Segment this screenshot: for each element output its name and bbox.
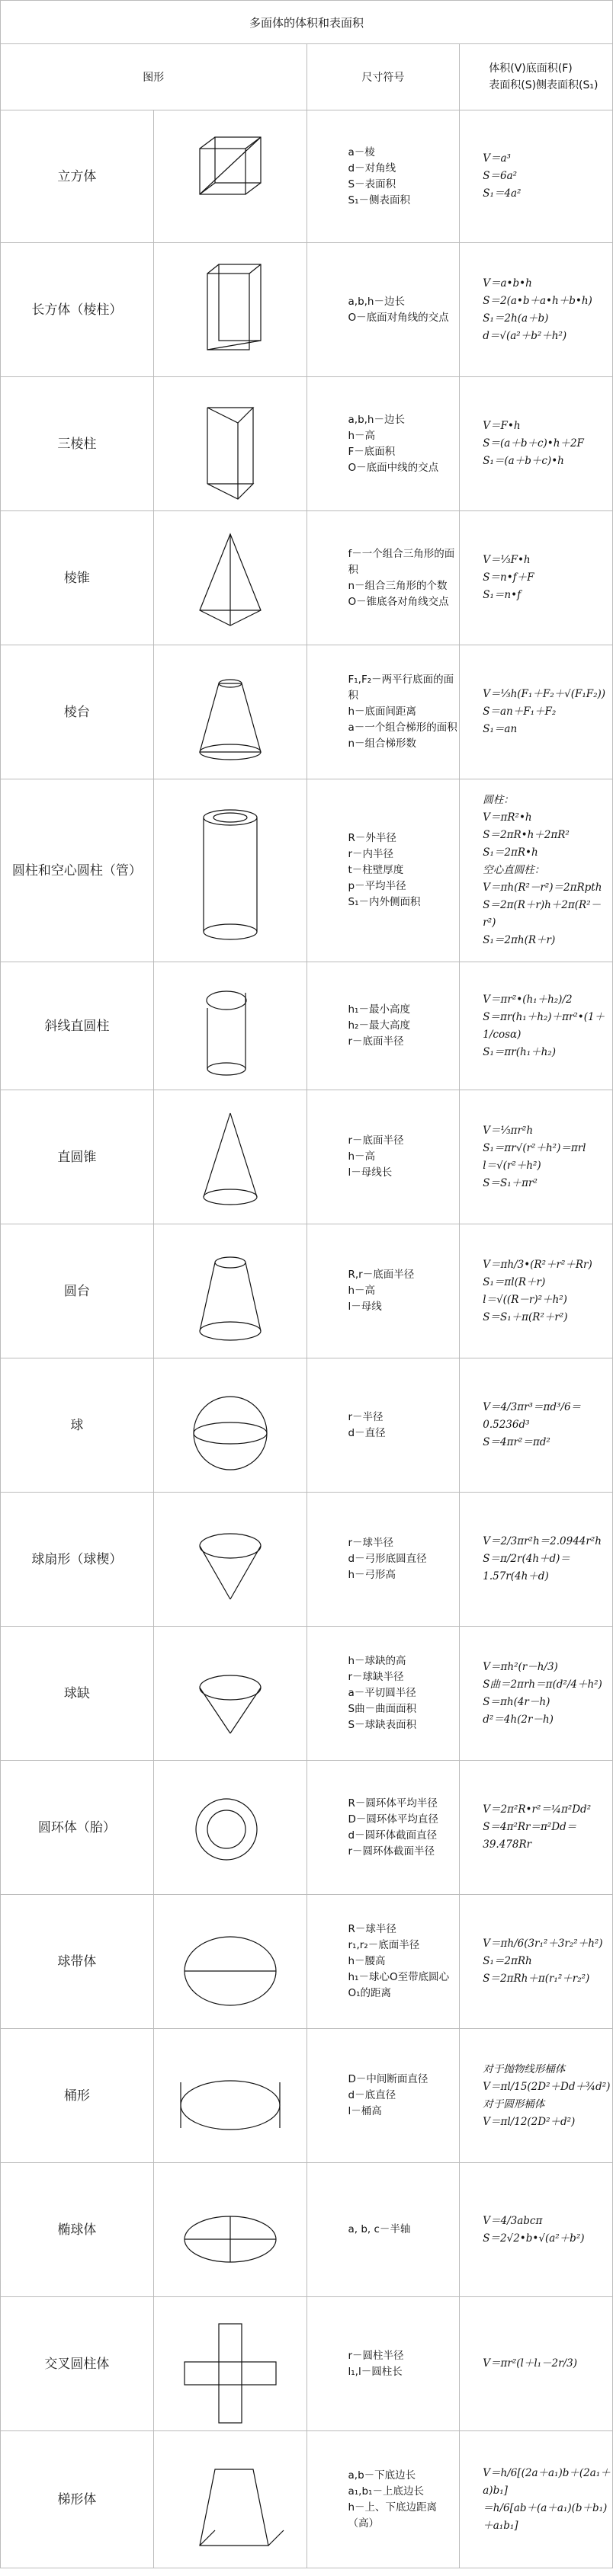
- shape-name: 长方体（棱柱）: [1, 243, 154, 377]
- dimension-symbols: [306, 1761, 460, 1895]
- formula-line: S₁＝an: [483, 723, 518, 735]
- formula-line: S＝S₁＋πr²: [483, 1176, 538, 1189]
- formula-line: S₁＝4a²: [483, 187, 522, 200]
- formula-line: V＝πl/15(2D²＋Dd＋¾d²): [483, 2080, 611, 2093]
- shape-diagram-icon: [154, 970, 306, 1083]
- shape-diagram-icon: [154, 251, 306, 370]
- shape-diagram-icon: [154, 1500, 306, 1619]
- shape-diagram-icon: [154, 2305, 306, 2424]
- table-row: [1, 377, 613, 511]
- shape-diagram-icon: [154, 1232, 306, 1351]
- symbol-line: d－圆环体截面直径: [348, 1829, 438, 1842]
- shape-name: 立方体: [1, 110, 154, 243]
- symbol-line: a－棱: [348, 146, 375, 158]
- table-row: [1, 1895, 613, 2029]
- dimension-symbols: [306, 2163, 460, 2297]
- symbol-line: R－圆环体平均半径: [348, 1797, 438, 1810]
- dimension-symbols: [306, 2297, 460, 2431]
- dimension-symbols: [306, 1090, 460, 1224]
- formulas: [460, 1895, 613, 2029]
- table-row: [1, 962, 613, 1090]
- formula-line: l＝√((R－r)²＋h²): [483, 1293, 567, 1306]
- symbol-line: h－高: [348, 1150, 376, 1163]
- symbol-line: p－平均半径: [348, 880, 406, 892]
- header-formula-line1: 体积(V)底面积(F): [489, 62, 573, 75]
- symbol-line: d－直径: [348, 1426, 386, 1439]
- shape-name: 椭球体: [1, 2163, 154, 2297]
- shape-figure: [153, 962, 306, 1090]
- dimension-symbols: [306, 779, 460, 962]
- formula-line: V＝πR²•h: [483, 811, 532, 824]
- symbol-line: a, b, c－半轴: [348, 2223, 411, 2235]
- shape-diagram-icon: [154, 1634, 306, 1753]
- shape-diagram-icon: [154, 2171, 306, 2290]
- symbol-line: R－外半径: [348, 832, 396, 844]
- symbol-line: a₁,b₁－上底边长: [348, 2485, 424, 2498]
- shape-name: 三棱柱: [1, 377, 154, 511]
- table-row: [1, 110, 613, 243]
- symbol-line: l－母线长: [348, 1166, 393, 1179]
- shape-name: 交叉圆柱体: [1, 2297, 154, 2431]
- formula-line: d²＝4h(2r－h): [483, 1713, 554, 1726]
- symbol-line: a,b,h－边长: [348, 413, 405, 426]
- shape-figure: [153, 645, 306, 779]
- shape-figure: [153, 779, 306, 962]
- symbol-line: O－锥底各对角线交点: [348, 595, 449, 608]
- formula-line: S＝2(a•b＋a•h＋b•h): [483, 294, 592, 307]
- formula-line: S＝n•f＋F: [483, 571, 534, 584]
- formula-line: S＝(a＋b＋c)•h＋2F: [483, 437, 584, 450]
- symbol-line: l₁,l－圆柱长: [348, 2365, 403, 2378]
- formula-line: S＝6a²: [483, 170, 518, 182]
- symbol-line: r－圆柱半径: [348, 2349, 404, 2362]
- formula-line: S＝S₁＋π(R²＋r²): [483, 1310, 568, 1323]
- symbol-line: F₁,F₂－两平行底面的面积: [348, 674, 454, 702]
- symbol-line: S曲－曲面面积: [348, 1703, 417, 1715]
- shape-figure: [153, 1224, 306, 1358]
- table-row: [1, 779, 613, 962]
- symbol-line: l－桶高: [348, 2105, 382, 2117]
- formula-line: V＝πr²•(h₁＋h₂)/2: [483, 993, 573, 1006]
- symbol-line: l－母线: [348, 1301, 382, 1313]
- table-row: [1, 1493, 613, 1627]
- shape-name: 棱台: [1, 645, 154, 779]
- shape-name: 球扇形（球楔）: [1, 1493, 154, 1627]
- table-row: [1, 2163, 613, 2297]
- table-row: [1, 1761, 613, 1895]
- shape-name: 球带体: [1, 1895, 154, 2029]
- dimension-symbols: [306, 645, 460, 779]
- page-title: 多面体的体积和表面积: [1, 1, 613, 44]
- formula-line: S₁＝πr(h₁＋h₂): [483, 1045, 556, 1058]
- formula-line: V＝πh/3•(R²＋r²＋Rr): [483, 1258, 592, 1271]
- formula-line: V＝F•h: [483, 420, 521, 432]
- formulas: [460, 2163, 613, 2297]
- shape-diagram-icon: [154, 1902, 306, 2021]
- shape-figure: [153, 2297, 306, 2431]
- shape-name: 圆柱和空心圆柱（管）: [1, 779, 154, 962]
- formula-line: S₁＝2πRh: [483, 1955, 532, 1967]
- shape-figure: [153, 511, 306, 645]
- formula-line: V＝2π²R•r²＝¼π²Dd²: [483, 1803, 592, 1816]
- formula-line: S＝2π(R＋r)h＋2π(R²－r²): [483, 899, 602, 929]
- symbol-line: O－底面中线的交点: [348, 461, 439, 474]
- shape-diagram-icon: [154, 653, 306, 772]
- formula-line: S＝2πRh＋π(r₁²＋r₂²): [483, 1973, 590, 1985]
- symbol-line: a－一个组合梯形的面积: [348, 722, 457, 734]
- formula-line: V＝πl/12(2D²＋d²): [483, 2115, 576, 2128]
- formulas: [460, 1090, 613, 1224]
- formula-line: V＝⅓h(F₁＋F₂＋√(F₁F₂)): [483, 688, 606, 700]
- formula-line: 空心直圆柱：: [483, 864, 545, 876]
- formula-line: V＝πh²(r－h/3): [483, 1660, 558, 1673]
- shape-figure: [153, 110, 306, 243]
- dimension-symbols: [306, 962, 460, 1090]
- formula-line: S₁＝2πR•h: [483, 846, 538, 859]
- formula-line: V＝4/3abcπ: [483, 2214, 543, 2227]
- formula-line: V＝⅓F•h: [483, 554, 531, 566]
- formula-line: S＝4πr²＝πd²: [483, 1436, 550, 1448]
- shape-figure: [153, 1493, 306, 1627]
- formula-line: S＝πr(h₁＋h₂)＋πr²•(1＋1/cosα): [483, 1010, 605, 1041]
- table-row: [1, 1358, 613, 1493]
- symbol-line: r－球半径: [348, 1537, 394, 1549]
- shape-figure: [153, 1090, 306, 1224]
- shape-diagram-icon: [154, 118, 306, 235]
- formulas: [460, 962, 613, 1090]
- symbol-line: a－平切圆半径: [348, 1687, 416, 1699]
- table-row: [1, 2029, 613, 2163]
- symbol-line: f－一个组合三角形的面积: [348, 547, 455, 576]
- header-symbols: 尺寸符号: [306, 44, 460, 110]
- formula-line: V＝h/6[(2a＋a₁)b＋(2a₁＋a)b₁]: [483, 2466, 611, 2497]
- formula-line: S＝an＋F₁＋F₂: [483, 706, 557, 718]
- formula-line: d＝√(a²＋b²＋h²): [483, 329, 567, 342]
- formula-line: S＝4π²Rr＝π²Dd＝39.478Rr: [483, 1821, 577, 1851]
- formulas: [460, 511, 613, 645]
- formula-line: V＝πh/6(3r₁²＋3r₂²＋h²): [483, 1938, 603, 1950]
- symbol-line: n－组合三角形的个数: [348, 579, 448, 592]
- shape-figure: [153, 2431, 306, 2568]
- formula-line: S＝π/2r(4h＋d)＝1.57r(4h＋d): [483, 1553, 570, 1582]
- formula-line: S₁＝2h(a＋b): [483, 312, 549, 325]
- symbol-line: r－底面半径: [348, 1134, 404, 1147]
- formula-line: 圆柱：: [483, 794, 514, 806]
- shape-figure: [153, 2029, 306, 2163]
- symbol-line: a,b－下底边长: [348, 2469, 416, 2482]
- formula-line: l＝√(r²＋h²): [483, 1159, 541, 1172]
- shape-name: 斜线直圆柱: [1, 962, 154, 1090]
- shape-diagram-icon: [154, 1768, 306, 1887]
- symbol-line: R,r－底面半径: [348, 1269, 415, 1281]
- symbol-line: S₁－内外侧面积: [348, 896, 421, 908]
- shape-name: 球缺: [1, 1627, 154, 1761]
- symbol-line: h₂－最大高度: [348, 1019, 410, 1032]
- formula-line: S＝πh(4r－h): [483, 1695, 550, 1708]
- formulas: [460, 1627, 613, 1761]
- formula-line: S₁＝πl(R＋r): [483, 1275, 546, 1288]
- dimension-symbols: [306, 243, 460, 377]
- header-formula-line2: 表面积(S)侧表面积(S₁): [489, 79, 599, 91]
- formula-line: S₁＝(a＋b＋c)•h: [483, 455, 564, 467]
- symbol-line: r－半径: [348, 1410, 384, 1423]
- shape-figure: [153, 1358, 306, 1493]
- symbol-line: d－底直径: [348, 2089, 396, 2101]
- formulas: [460, 377, 613, 511]
- formulas: [460, 1493, 613, 1627]
- symbol-line: h－高: [348, 429, 376, 442]
- dimension-symbols: [306, 1493, 460, 1627]
- symbol-line: h－高: [348, 1285, 376, 1297]
- shape-diagram-icon: [154, 1366, 306, 1485]
- formula-line: S＝2πR•h＋2πR²: [483, 829, 570, 841]
- shape-name: 圆环体（胎）: [1, 1761, 154, 1895]
- shape-diagram-icon: [154, 385, 306, 504]
- formula-line: S₁＝πr√(r²＋h²)＝πrl: [483, 1141, 586, 1154]
- symbol-line: h₁－最小高度: [348, 1003, 410, 1016]
- shape-diagram-icon: [154, 2439, 306, 2561]
- dimension-symbols: [306, 1358, 460, 1493]
- dimension-symbols: [306, 1895, 460, 2029]
- symbol-line: r－底面半径: [348, 1035, 404, 1048]
- shape-name: 梯形体: [1, 2431, 154, 2568]
- dimension-symbols: [306, 511, 460, 645]
- formula-line: V＝πr²(l＋l₁－2r/3): [483, 2357, 577, 2370]
- symbol-line: D－圆环体平均直径: [348, 1813, 438, 1826]
- shape-figure: [153, 2163, 306, 2297]
- formula-line: V＝a³: [483, 152, 511, 165]
- formula-line: V＝2/3πr²h＝2.0944r²h: [483, 1535, 602, 1547]
- formulas: [460, 1224, 613, 1358]
- formula-line: 对于抛物线形桶体: [483, 2062, 566, 2075]
- formulas: [460, 1358, 613, 1493]
- formula-line: S＝2√2•b•√(a²＋b²): [483, 2232, 585, 2245]
- table-row: [1, 1224, 613, 1358]
- formula-line: S₁＝n•f: [483, 589, 522, 601]
- symbol-line: h－球缺的高: [348, 1655, 406, 1667]
- symbol-line: d－对角线: [348, 162, 396, 174]
- symbol-line: h－腰高: [348, 1955, 386, 1967]
- formula-line: V＝a•b•h: [483, 277, 532, 290]
- shape-name: 桶形: [1, 2029, 154, 2163]
- shape-diagram-icon: [154, 519, 306, 638]
- formulas: [460, 110, 613, 243]
- formula-line: V＝⅓πr²h: [483, 1124, 534, 1137]
- header-figure: 图形: [1, 44, 307, 110]
- table-row: [1, 1627, 613, 1761]
- symbol-line: S₁－侧表面积: [348, 194, 410, 206]
- symbol-line: t－柱壁厚度: [348, 864, 404, 876]
- shape-diagram-icon: [154, 787, 306, 955]
- symbol-line: S－球缺表面积: [348, 1719, 417, 1731]
- formula-line: V＝4/3πr³＝πd³/6＝0.5236d³: [483, 1401, 582, 1431]
- shape-figure: [153, 1895, 306, 2029]
- shape-name: 直圆锥: [1, 1090, 154, 1224]
- dimension-symbols: [306, 1627, 460, 1761]
- table-row: [1, 645, 613, 779]
- table-row: [1, 2297, 613, 2431]
- formulas: [460, 2431, 613, 2568]
- symbol-line: h－上、下底边距离（高）: [348, 2501, 438, 2530]
- shape-diagram-icon: [154, 1098, 306, 1217]
- formula-line: S₁＝2πh(R＋r): [483, 934, 556, 946]
- shape-figure: [153, 1627, 306, 1761]
- symbol-line: D－中间断面直径: [348, 2073, 428, 2085]
- dimension-symbols: [306, 377, 460, 511]
- shape-figure: [153, 377, 306, 511]
- dimension-symbols: [306, 1224, 460, 1358]
- symbol-line: h－弓形高: [348, 1569, 396, 1581]
- shape-name: 棱锥: [1, 511, 154, 645]
- table-row: [1, 243, 613, 377]
- formulas: [460, 779, 613, 962]
- formula-line: S曲＝2πrh＝π(d²/4＋h²): [483, 1678, 602, 1691]
- symbol-line: r－球缺半径: [348, 1671, 404, 1683]
- header-formulas: [460, 44, 613, 110]
- formula-line: ＝h/6[ab＋(a＋a₁)(b＋b₁)＋a₁b₁]: [483, 2501, 608, 2532]
- shape-name: 圆台: [1, 1224, 154, 1358]
- symbol-line: r－内半径: [348, 848, 394, 860]
- formula-line: 对于圆形桶体: [483, 2098, 545, 2110]
- symbol-line: d－弓形底圆直径: [348, 1553, 427, 1565]
- formula-line: V＝πh(R²－r²)＝2πRpth: [483, 882, 602, 894]
- symbol-line: r₁,r₂－底面半径: [348, 1939, 420, 1951]
- table-row: [1, 1090, 613, 1224]
- table-row: [1, 2431, 613, 2568]
- symbol-line: S－表面积: [348, 178, 396, 190]
- formulas: [460, 2029, 613, 2163]
- dimension-symbols: [306, 2029, 460, 2163]
- shape-figure: [153, 1761, 306, 1895]
- symbol-line: O－底面对角线的交点: [348, 311, 449, 324]
- symbol-line: a,b,h－边长: [348, 295, 405, 308]
- symbol-line: F－底面积: [348, 445, 396, 458]
- symbol-line: r－圆环体截面半径: [348, 1845, 435, 1858]
- shape-diagram-icon: [154, 2037, 306, 2155]
- formulas: [460, 1761, 613, 1895]
- shape-figure: [153, 243, 306, 377]
- symbol-line: h₁－球心O至带底圆心O₁的距离: [348, 1971, 450, 1999]
- dimension-symbols: [306, 110, 460, 243]
- symbol-line: h－底面间距离: [348, 706, 417, 718]
- symbol-line: R－球半径: [348, 1923, 396, 1935]
- formulas: [460, 2297, 613, 2431]
- symbol-line: n－组合梯形数: [348, 738, 417, 750]
- table-row: [1, 511, 613, 645]
- formulas: [460, 645, 613, 779]
- dimension-symbols: [306, 2431, 460, 2568]
- formulas: [460, 243, 613, 377]
- shape-name: 球: [1, 1358, 154, 1493]
